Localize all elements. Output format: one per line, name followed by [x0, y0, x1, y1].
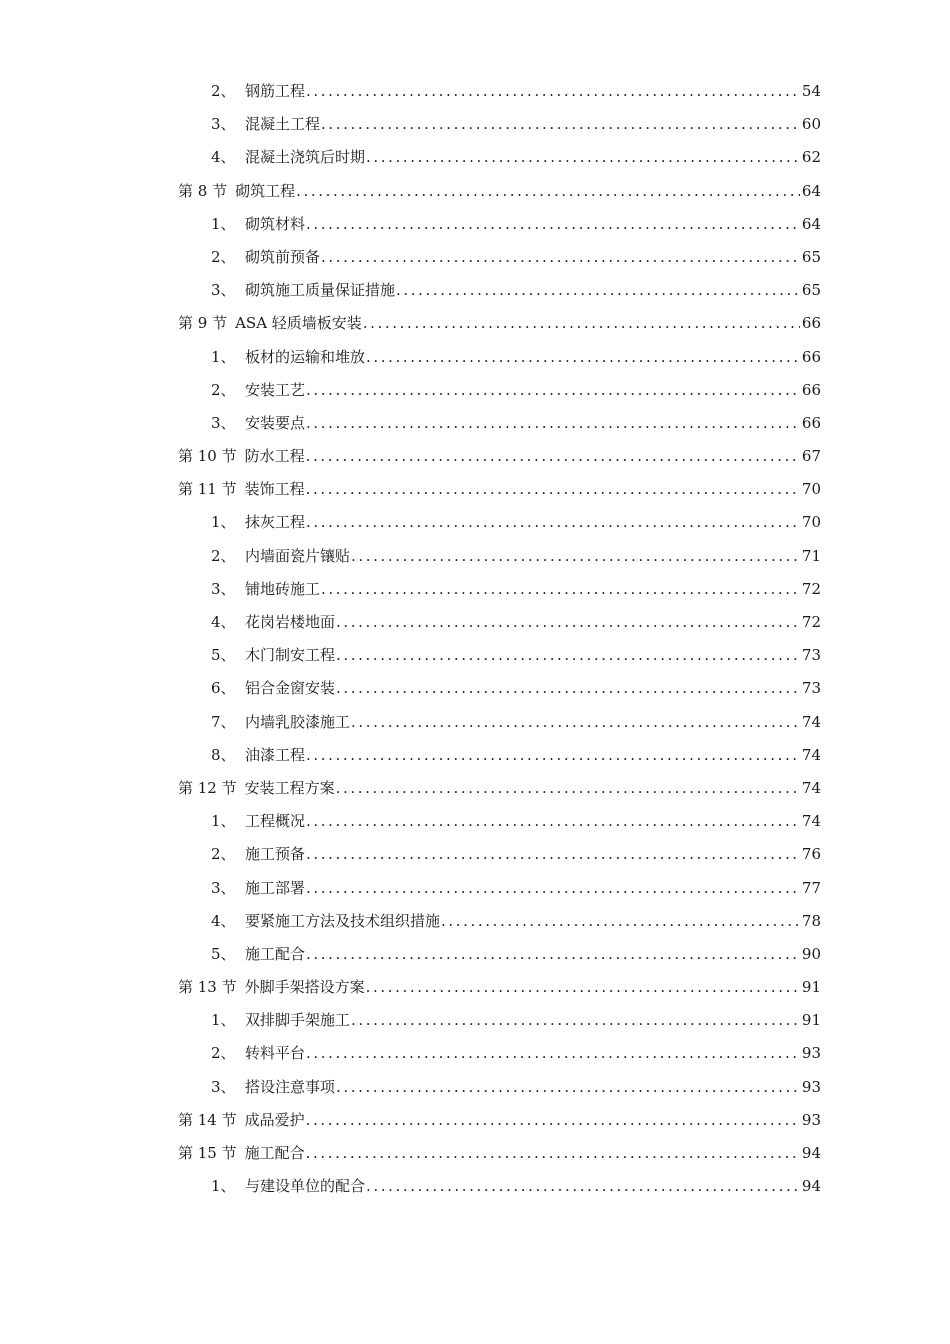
toc-entry-line [211, 606, 821, 639]
toc-entry-number: 1、 [211, 1177, 236, 1196]
toc-item-entry[interactable] [0, 108, 950, 141]
toc-item-entry[interactable] [0, 540, 950, 573]
toc-item-entry[interactable] [0, 341, 950, 374]
toc-item-entry[interactable] [0, 141, 950, 174]
dot-leader [306, 75, 800, 108]
toc-entry-page-number: 91 [801, 978, 821, 997]
dot-leader [351, 1004, 800, 1037]
toc-entry-page-number: 72 [801, 579, 821, 598]
toc-item-entry[interactable] [0, 838, 950, 871]
toc-entry-number: 3、 [211, 281, 236, 300]
toc-entry-title: 与建设单位的配合 [245, 1177, 366, 1196]
toc-entry-number: 第 14 节 [178, 1110, 237, 1129]
toc-entry-title: 砌筑材料 [245, 214, 306, 233]
toc-entry-page-number: 76 [801, 845, 821, 864]
dot-leader [306, 1037, 800, 1070]
dot-leader [306, 208, 800, 241]
toc-entry-line [211, 241, 821, 274]
dot-leader [306, 506, 800, 539]
toc-entry-page-number: 71 [801, 546, 821, 565]
dot-leader [306, 374, 800, 407]
toc-entry-title: 砌筑工程 [235, 181, 296, 200]
toc-entry-number: 3、 [211, 115, 236, 134]
toc-entry-title: 安装工艺 [245, 380, 306, 399]
toc-entry-page-number: 64 [801, 214, 821, 233]
toc-entry-page-number: 73 [801, 679, 821, 698]
toc-entry-number: 2、 [211, 247, 236, 266]
toc-section-entry[interactable] [0, 307, 950, 340]
toc-entry-title: 防水工程 [244, 447, 305, 466]
toc-entry-page-number: 74 [801, 712, 821, 731]
toc-entry-page-number: 94 [801, 1177, 821, 1196]
toc-entry-page-number: 90 [801, 944, 821, 963]
toc-entry-page-number: 93 [801, 1044, 821, 1063]
toc-entry-page-number: 73 [801, 646, 821, 665]
toc-entry-page-number: 78 [801, 911, 821, 930]
toc-entry-number: 第 8 节 [178, 181, 228, 200]
toc-entry-page-number: 93 [801, 1077, 821, 1096]
toc-entry-page-number: 70 [801, 513, 821, 532]
toc-entry-line [211, 1004, 821, 1037]
toc-entry-number: 4、 [211, 911, 236, 930]
toc-item-entry[interactable] [0, 374, 950, 407]
dot-leader [336, 639, 800, 672]
toc-entry-title: 外脚手架搭设方案 [244, 978, 365, 997]
toc-entry-number: 第 12 节 [178, 778, 237, 797]
toc-entry-line [178, 1137, 821, 1170]
table-of-contents [0, 75, 950, 1203]
toc-entry-number: 1、 [211, 1011, 236, 1030]
toc-entry-line [178, 1104, 821, 1137]
toc-entry-line [211, 706, 821, 739]
toc-entry-number: 2、 [211, 82, 236, 100]
toc-entry-number: 2、 [211, 845, 236, 864]
toc-item-entry[interactable] [0, 241, 950, 274]
dot-leader [306, 805, 800, 838]
toc-entry-line [211, 1170, 821, 1203]
toc-entry-number: 7、 [211, 712, 236, 731]
toc-entry-number: 3、 [211, 878, 236, 897]
toc-entry-title: 要紧施工方法及技术组织措施 [245, 911, 441, 930]
toc-entry-page-number: 91 [801, 1011, 821, 1030]
dot-leader [363, 307, 800, 340]
toc-entry-page-number: 60 [801, 115, 821, 134]
dot-leader [321, 573, 800, 606]
dot-leader [336, 1071, 800, 1104]
dot-leader [441, 905, 800, 938]
toc-entry-line [211, 573, 821, 606]
toc-entry-page-number: 77 [801, 878, 821, 897]
toc-entry-page-number: 64 [801, 181, 821, 200]
toc-section-entry[interactable] [0, 175, 950, 208]
toc-entry-page-number: 74 [801, 745, 821, 764]
toc-entry-page-number: 67 [801, 447, 821, 466]
toc-entry-title: 油漆工程 [245, 745, 306, 764]
toc-entry-title: 双排脚手架施工 [245, 1011, 351, 1030]
toc-entry-title: 内墙面瓷片镶贴 [245, 546, 351, 565]
dot-leader [306, 440, 800, 473]
toc-entry-number: 3、 [211, 579, 236, 598]
toc-section-entry[interactable] [0, 772, 950, 805]
dot-leader [296, 175, 800, 208]
toc-item-entry[interactable] [0, 208, 950, 241]
dot-leader [396, 274, 800, 307]
dot-leader [306, 872, 800, 905]
toc-entry-title: 装饰工程 [244, 480, 305, 499]
dot-leader [336, 672, 800, 705]
toc-entry-line [211, 639, 821, 672]
toc-entry-title: 成品爱护 [244, 1110, 305, 1129]
toc-entry-number: 3、 [211, 1077, 236, 1096]
toc-item-entry[interactable] [0, 1071, 950, 1104]
toc-entry-title: 钢筋工程 [245, 82, 306, 100]
toc-entry-line [178, 971, 821, 1004]
toc-entry-number: 1、 [211, 812, 236, 831]
toc-entry-line [211, 1037, 821, 1070]
toc-entry-title: 花岗岩楼地面 [245, 613, 336, 631]
dot-leader [306, 407, 800, 440]
toc-entry-title: 混凝土工程 [245, 115, 321, 134]
toc-item-entry[interactable] [0, 872, 950, 905]
dot-leader [366, 971, 800, 1004]
toc-item-entry[interactable] [0, 75, 950, 108]
toc-entry-title: 转料平台 [245, 1044, 306, 1063]
toc-entry-line [211, 274, 821, 307]
toc-item-entry[interactable] [0, 573, 950, 606]
toc-section-entry[interactable] [0, 1104, 950, 1137]
toc-entry-line [178, 440, 821, 473]
toc-item-entry[interactable] [0, 407, 950, 440]
toc-entry-title: 砌筑施工质量保证措施 [245, 281, 396, 300]
toc-item-entry[interactable] [0, 706, 950, 739]
toc-item-entry[interactable] [0, 274, 950, 307]
toc-entry-page-number: 66 [801, 413, 821, 432]
toc-item-entry[interactable] [0, 805, 950, 838]
toc-entry-title: 混凝土浇筑后时期 [245, 148, 366, 167]
toc-entry-title: 工程概况 [245, 812, 306, 831]
toc-section-entry[interactable] [0, 971, 950, 1004]
toc-entry-number: 5、 [211, 646, 236, 665]
dot-leader [351, 540, 800, 573]
toc-entry-title: 铺地砖施工 [245, 579, 321, 598]
toc-entry-page-number: 94 [801, 1144, 821, 1162]
toc-entry-title: 抹灰工程 [245, 513, 306, 532]
toc-entry-line [178, 175, 821, 208]
toc-entry-title: 施工部署 [245, 878, 306, 897]
toc-entry-title: 内墙乳胶漆施工 [245, 712, 351, 731]
toc-entry-line [178, 307, 821, 340]
toc-entry-line [211, 374, 821, 407]
toc-section-entry[interactable] [0, 1137, 950, 1170]
toc-entry-page-number: 93 [801, 1110, 821, 1129]
toc-entry-page-number: 65 [801, 281, 821, 300]
toc-entry-page-number: 74 [801, 778, 821, 797]
toc-entry-page-number: 72 [801, 613, 821, 631]
toc-item-entry[interactable] [0, 905, 950, 938]
dot-leader [336, 606, 800, 639]
toc-entry-number: 4、 [211, 148, 236, 167]
dot-leader [306, 1137, 800, 1170]
toc-entry-line [211, 75, 821, 108]
toc-entry-line [211, 905, 821, 938]
toc-entry-page-number: 62 [801, 148, 821, 167]
toc-entry-number: 6、 [211, 679, 236, 698]
toc-entry-title: 施工预备 [245, 845, 306, 864]
toc-entry-title: 施工配合 [245, 944, 306, 963]
toc-entry-line [178, 772, 821, 805]
toc-entry-line [211, 938, 821, 971]
dot-leader [306, 473, 800, 506]
toc-item-entry[interactable] [0, 672, 950, 705]
toc-entry-number: 第 10 节 [178, 447, 237, 466]
toc-entry-line [211, 672, 821, 705]
toc-entry-number: 4、 [211, 613, 236, 631]
toc-entry-line [211, 838, 821, 871]
toc-entry-page-number: 54 [801, 82, 821, 100]
toc-entry-title: 安装工程方案 [244, 778, 335, 797]
toc-entry-line [211, 407, 821, 440]
toc-entry-number: 3、 [211, 413, 236, 432]
dot-leader [306, 938, 800, 971]
toc-entry-number: 第 15 节 [178, 1144, 237, 1162]
toc-entry-title: 砌筑前预备 [245, 247, 321, 266]
toc-entry-line [211, 739, 821, 772]
toc-entry-page-number: 65 [801, 247, 821, 266]
toc-item-entry[interactable] [0, 1170, 950, 1203]
toc-item-entry[interactable] [0, 639, 950, 672]
toc-entry-line [211, 805, 821, 838]
toc-entry-line [211, 1071, 821, 1104]
toc-entry-page-number: 66 [801, 347, 821, 366]
dot-leader [336, 772, 800, 805]
dot-leader [321, 241, 800, 274]
toc-entry-title: 板材的运输和堆放 [245, 347, 366, 366]
toc-entry-title: 铝合金窗安装 [245, 679, 336, 698]
toc-item-entry[interactable] [0, 938, 950, 971]
toc-entry-number: 1、 [211, 347, 236, 366]
toc-entry-line [211, 108, 821, 141]
toc-entry-number: 2、 [211, 380, 236, 399]
toc-entry-page-number: 74 [801, 812, 821, 831]
toc-entry-line [211, 506, 821, 539]
toc-entry-number: 1、 [211, 214, 236, 233]
dot-leader [351, 706, 800, 739]
toc-section-entry[interactable] [0, 440, 950, 473]
toc-entry-title: ASA 轻质墙板安装 [235, 314, 362, 333]
toc-item-entry[interactable] [0, 506, 950, 539]
dot-leader [306, 739, 800, 772]
toc-entry-page-number: 66 [801, 314, 821, 333]
toc-item-entry[interactable] [0, 1004, 950, 1037]
toc-entry-line [178, 473, 821, 506]
toc-entry-line [211, 208, 821, 241]
toc-entry-title: 安装要点 [245, 413, 306, 432]
toc-entry-page-number: 66 [801, 380, 821, 399]
toc-entry-title: 搭设注意事项 [245, 1077, 336, 1096]
toc-item-entry[interactable] [0, 606, 950, 639]
toc-entry-line [211, 872, 821, 905]
toc-entry-number: 第 13 节 [178, 978, 237, 997]
toc-entry-line [211, 341, 821, 374]
toc-entry-number: 1、 [211, 513, 236, 532]
toc-entry-line [211, 141, 821, 174]
dot-leader [366, 341, 800, 374]
toc-entry-number: 8、 [211, 745, 236, 764]
toc-entry-number: 5、 [211, 944, 236, 963]
toc-entry-number: 2、 [211, 1044, 236, 1063]
toc-section-entry[interactable] [0, 473, 950, 506]
dot-leader [306, 1104, 800, 1137]
toc-item-entry[interactable] [0, 1037, 950, 1070]
toc-item-entry[interactable] [0, 739, 950, 772]
toc-entry-number: 第 11 节 [178, 480, 237, 499]
toc-entry-number: 第 9 节 [178, 314, 228, 333]
toc-entry-title: 施工配合 [244, 1144, 305, 1162]
toc-entry-page-number: 70 [801, 480, 821, 499]
dot-leader [366, 141, 800, 174]
toc-entry-line [211, 540, 821, 573]
toc-entry-title: 木门制安工程 [245, 646, 336, 665]
dot-leader [306, 838, 800, 871]
dot-leader [366, 1170, 800, 1203]
toc-entry-number: 2、 [211, 546, 236, 565]
dot-leader [321, 108, 800, 141]
